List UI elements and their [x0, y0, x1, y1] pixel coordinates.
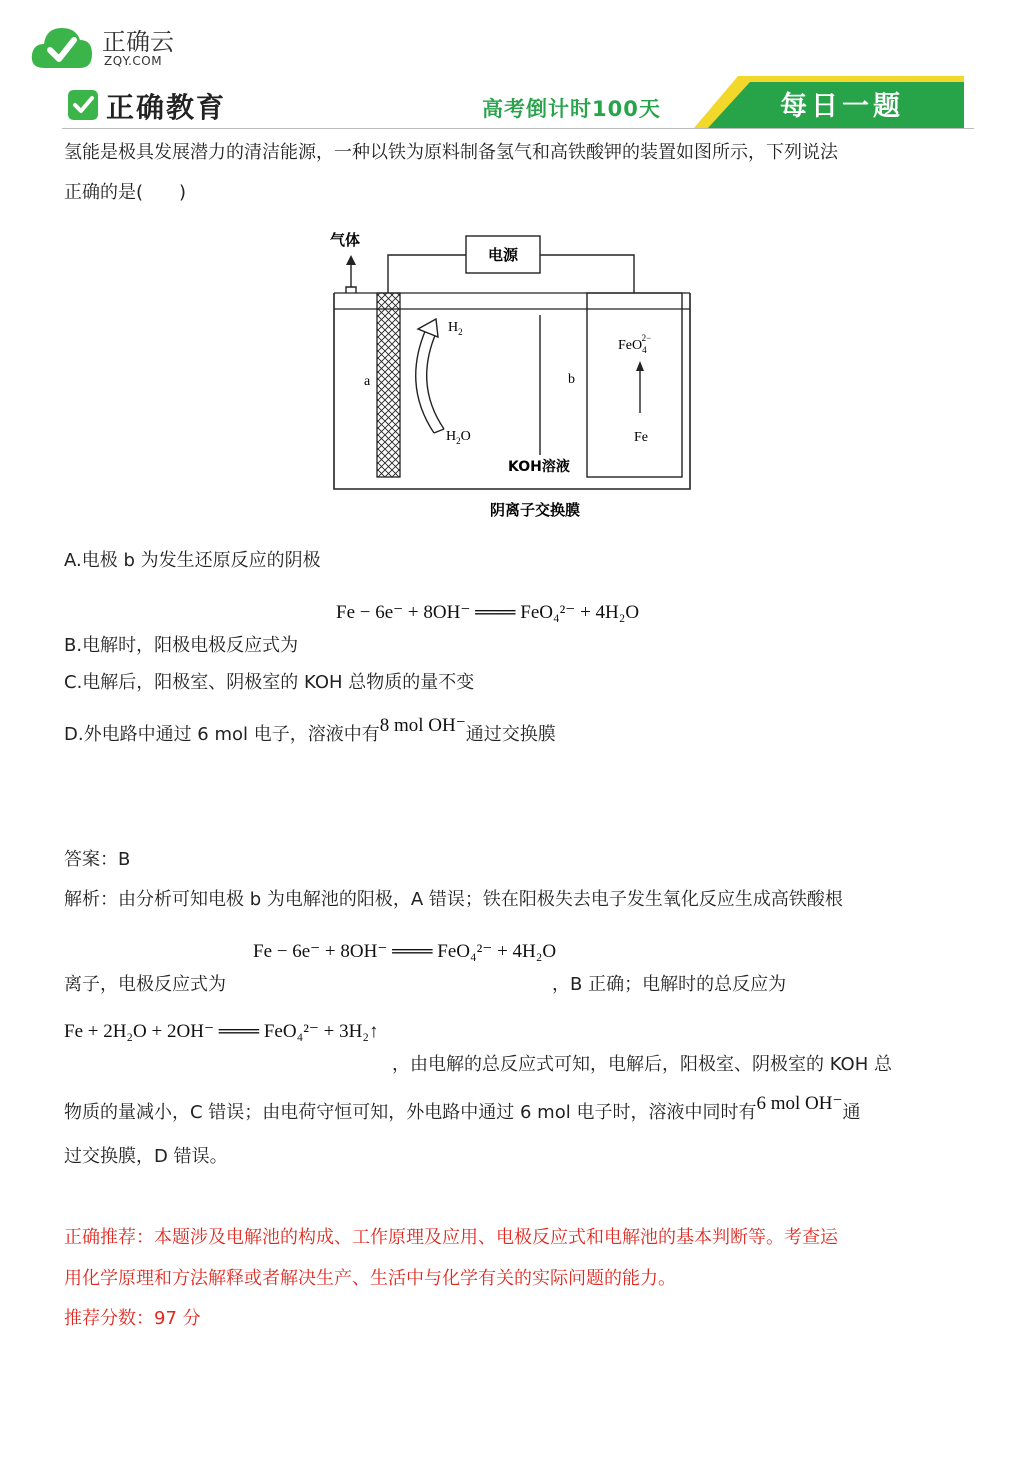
h2o-to-h2-arrow-head [418, 319, 438, 337]
svg-text:H2 [448, 320, 463, 337]
analysis-line-4-text: 物质的量减小，C 错误；由电荷守恒可知，外电路中通过 6 mol 电子时，溶液中同时有 [64, 1102, 757, 1123]
analysis-line-3: ，由电解的总反应式可知，电解后，阳极室、阴极室的 KOH 总 [392, 1054, 892, 1075]
brand-name: 正确云 [102, 28, 174, 56]
koh-solution-label: KOH溶液 [508, 459, 570, 475]
h2-label: H [448, 320, 459, 335]
recommend-line-2: 用化学原理和方法解释或者解决生产、生活中与化学有关的实际问题的能力。 [64, 1268, 676, 1289]
cloud-logo-icon [30, 20, 94, 72]
option-c: C.电解后，阳极室、阴极室的 KOH 总物质的量不变 [64, 672, 475, 693]
electrolysis-diagram [322, 225, 722, 525]
question-stem-line-2: 正确的是( ) [64, 182, 187, 203]
feo4-sub: 4 [642, 345, 647, 355]
brand-domain: ZQY.COM [104, 54, 163, 68]
h2o-o: O [460, 429, 471, 444]
analysis-line-4-amount: 6 mol OH⁻ [756, 1093, 843, 1114]
option-a: A.电极 b 为发生还原反应的阴极 [64, 550, 321, 571]
electrode-a-label: a [364, 374, 371, 389]
analysis-equation-2: Fe + 2H₂O + 2OH⁻ ═══ FeO₄²⁻ + 3H₂↑ [64, 1021, 379, 1042]
gas-outlet-tube [346, 287, 356, 293]
check-logo-icon [68, 90, 98, 120]
electrode-a [377, 293, 400, 477]
svg-text:FeO42− [618, 333, 651, 355]
option-b-equation [336, 601, 639, 624]
option-d-text-post: 通过交换膜 [465, 724, 556, 745]
option-d-text-pre: D.外电路中通过 6 mol 电子，溶液中有 [64, 724, 380, 745]
fe-label: Fe [634, 430, 648, 445]
fe-to-feo4-arrow-head [636, 361, 644, 371]
daily-question-title: 每日一题 [780, 91, 904, 122]
feo4-sup: 2− [641, 333, 652, 343]
edu-brand-name: 正确教育 [106, 91, 227, 124]
header-divider [62, 128, 974, 129]
h2o-label: H [446, 429, 457, 444]
analysis-line-4-end: 通 [842, 1102, 861, 1123]
analysis-line-5: 过交换膜，D 错误。 [64, 1146, 228, 1167]
h2o-sub: 2 [456, 436, 461, 446]
option-b-equation-text: Fe − 6e⁻ + 8OH⁻ ═══ FeO₄²⁻ + 4H₂O [336, 602, 640, 623]
analysis-line-1: 解析：由分析可知电极 b 为电解池的阳极，A 错误；铁在阳极失去电子发生氧化反应生成高铁酸根 [64, 889, 843, 910]
power-source-label: 电源 [487, 246, 519, 264]
analysis-line-2b: ，B 正确；电解时的总反应为 [552, 974, 787, 995]
recommend-score: 推荐分数：97 分 [64, 1308, 201, 1329]
h2o-to-h2-arrow-inner [427, 333, 444, 429]
analysis-line-4 [64, 1093, 861, 1124]
feo4-label: FeO [618, 338, 643, 353]
analysis-line-2a: 离子，电极反应式为 [64, 974, 226, 995]
gas-label: 气体 [330, 231, 361, 249]
recommend-line-1: 正确推荐：本题涉及电解池的构成、工作原理及应用、电极反应式和电解池的基本判断等。考查运 [64, 1227, 838, 1248]
svg-text:H2O [446, 429, 471, 446]
gas-arrow-head [346, 255, 356, 265]
option-d-amount: 8 mol OH⁻ [379, 715, 466, 736]
membrane-caption: 阴离子交换膜 [490, 501, 581, 519]
electrode-b [587, 293, 682, 477]
h2-sub: 2 [458, 327, 463, 337]
wire-left [388, 255, 466, 293]
option-d [64, 715, 556, 746]
electrode-b-label: b [568, 372, 575, 387]
question-stem-line-1: 氢能是极具发展潜力的清洁能源，一种以铁为原料制备氢气和高铁酸钾的装置如图所示，下列说法 [64, 142, 838, 163]
wire-right [540, 255, 634, 293]
analysis-equation-1: Fe − 6e⁻ + 8OH⁻ ═══ FeO₄²⁻ + 4H₂O [253, 941, 557, 962]
countdown-label: 高考倒计时100天 [482, 97, 661, 121]
answer-label: 答案：B [64, 849, 131, 870]
option-b: B.电解时，阳极电极反应式为 [64, 635, 299, 656]
